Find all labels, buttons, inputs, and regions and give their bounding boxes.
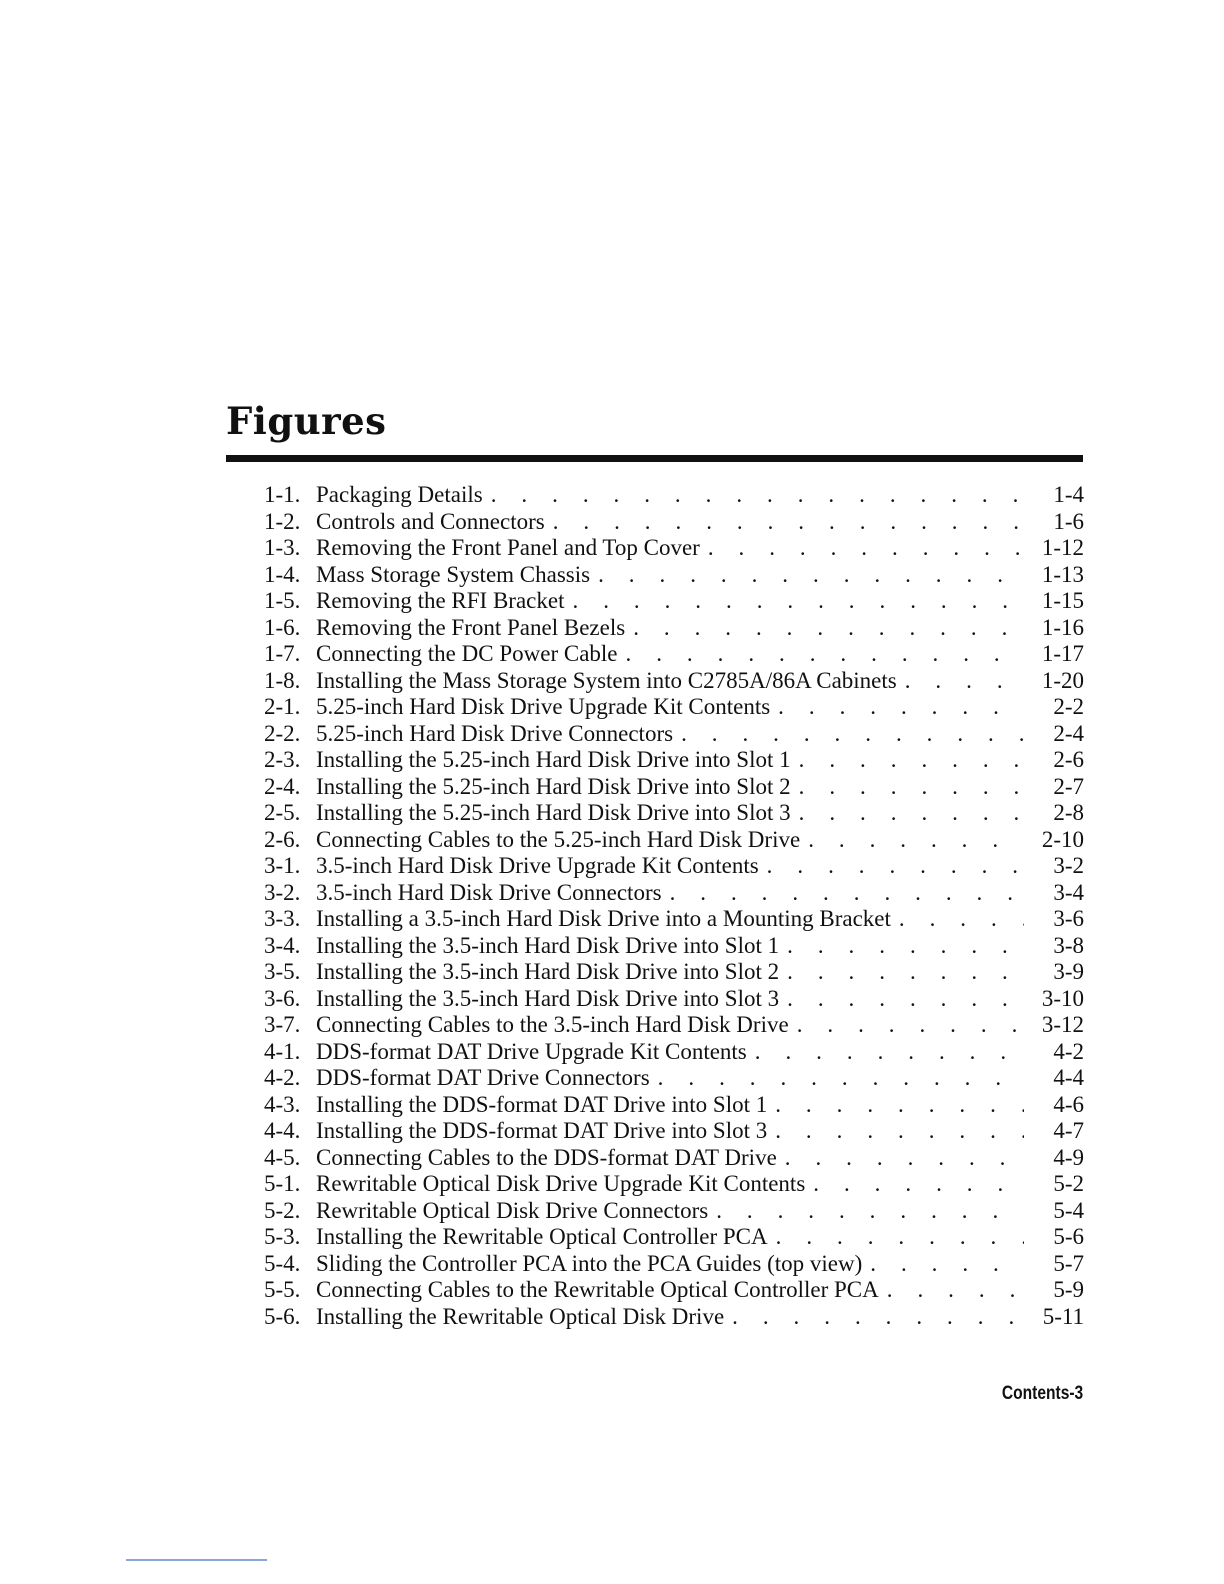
figure-page: 3-9 <box>1053 959 1084 984</box>
figure-page: 4-2 <box>1053 1038 1084 1064</box>
figure-number: 3-5. <box>264 959 301 984</box>
figure-entry[interactable] <box>264 1012 1084 1039</box>
figure-number: 3-2. <box>264 879 301 905</box>
figure-number: 1-7. <box>264 641 301 666</box>
figure-page: 1-17 <box>1041 641 1084 666</box>
figure-entry[interactable] <box>264 959 1084 986</box>
page-footer: Contents-3 <box>1001 1383 1083 1404</box>
figure-number: 1-1. <box>264 482 301 507</box>
figure-number: 2-1. <box>264 694 301 719</box>
figure-number: 4-3. <box>264 1091 301 1117</box>
figure-title: Installing the 5.25-inch Hard Disk Drive into Slot 1 <box>316 747 791 772</box>
figure-page: 5-4 <box>1053 1197 1084 1223</box>
figure-page: 3-8 <box>1053 932 1084 958</box>
figure-number: 1-5. <box>264 588 301 613</box>
figure-page: 2-2 <box>1053 694 1084 719</box>
figure-number: 2-6. <box>264 826 301 852</box>
figure-title: 3.5-inch Hard Disk Drive Connectors <box>316 879 662 905</box>
figure-number: 4-1. <box>264 1038 301 1064</box>
page-title: Figures <box>226 399 387 443</box>
figure-entry[interactable] <box>264 906 1084 933</box>
figure-entry[interactable] <box>264 562 1084 589</box>
figure-title: Installing a 3.5-inch Hard Disk Drive into a Mounting Bracket <box>316 906 891 931</box>
figure-title: Installing the 3.5-inch Hard Disk Drive into Slot 1 <box>316 932 780 958</box>
figure-page: 2-7 <box>1053 773 1084 799</box>
dot-leader <box>565 588 1025 615</box>
dot-leader <box>770 694 1024 721</box>
figure-number: 5-1. <box>264 1171 301 1196</box>
figure-entry[interactable] <box>264 747 1084 774</box>
figure-title: 5.25-inch Hard Disk Drive Connectors <box>316 720 674 746</box>
figure-number: 3-6. <box>264 985 301 1011</box>
figure-page: 3-12 <box>1041 1012 1084 1037</box>
dot-leader <box>545 509 1024 536</box>
figure-page: 2-10 <box>1041 826 1084 852</box>
figure-entry[interactable] <box>264 1065 1084 1092</box>
figure-entry[interactable] <box>264 1304 1084 1331</box>
figure-number: 1-6. <box>264 614 301 640</box>
dot-leader <box>662 880 1024 907</box>
dot-leader <box>791 774 1024 801</box>
figure-number: 2-2. <box>264 720 301 746</box>
dot-leader <box>897 668 1024 695</box>
figure-title: Packaging Details <box>316 482 483 507</box>
figure-number: 5-3. <box>264 1224 301 1249</box>
dot-leader <box>747 1039 1024 1066</box>
figure-page: 4-7 <box>1053 1118 1084 1143</box>
figure-number: 1-2. <box>264 508 301 534</box>
figure-entry[interactable] <box>264 800 1084 827</box>
figure-page: 4-4 <box>1053 1065 1084 1090</box>
figure-page: 1-13 <box>1041 561 1084 587</box>
figure-page: 3-6 <box>1053 906 1084 931</box>
figure-entry[interactable] <box>264 721 1084 748</box>
figure-number: 2-5. <box>264 800 301 825</box>
figure-page: 2-4 <box>1053 720 1084 746</box>
dot-leader <box>767 1092 1024 1119</box>
corner-rule <box>126 1559 267 1561</box>
dot-leader <box>779 986 1024 1013</box>
figure-page: 1-6 <box>1053 508 1084 534</box>
figure-page: 5-7 <box>1053 1250 1084 1276</box>
dot-leader <box>767 1118 1024 1145</box>
figure-title: DDS-format DAT Drive Upgrade Kit Contents <box>316 1038 747 1064</box>
figure-entry[interactable] <box>264 694 1084 721</box>
figure-number: 5-4. <box>264 1250 301 1276</box>
dot-leader <box>768 1224 1024 1251</box>
figure-title: Removing the Front Panel Bezels <box>316 614 626 640</box>
figure-page: 2-6 <box>1053 747 1084 772</box>
figure-page: 3-10 <box>1041 985 1084 1011</box>
figure-entry[interactable] <box>264 933 1084 960</box>
figure-page: 5-6 <box>1053 1224 1084 1249</box>
figure-entry[interactable] <box>264 535 1084 562</box>
figure-number: 2-4. <box>264 773 301 799</box>
figure-title: Installing the Rewritable Optical Disk Drive <box>316 1303 725 1329</box>
figure-number: 3-1. <box>264 853 301 878</box>
figure-entry[interactable] <box>264 774 1084 801</box>
dot-leader <box>779 933 1024 960</box>
dot-leader <box>483 482 1024 509</box>
dot-leader <box>891 906 1024 933</box>
figure-title: Connecting Cables to the DDS-format DAT Drive <box>316 1144 777 1170</box>
figure-entry[interactable] <box>264 668 1084 695</box>
figure-number: 2-3. <box>264 747 301 772</box>
figure-entry[interactable] <box>264 1039 1084 1066</box>
figure-entry[interactable] <box>264 986 1084 1013</box>
figure-list <box>264 482 1084 1330</box>
figure-title: Removing the Front Panel and Top Cover <box>316 535 700 560</box>
figure-number: 5-2. <box>264 1197 301 1223</box>
figure-entry[interactable] <box>264 588 1084 615</box>
figure-page: 1-12 <box>1041 535 1084 560</box>
figure-number: 5-5. <box>264 1277 301 1302</box>
dot-leader <box>625 615 1024 642</box>
figure-entry[interactable] <box>264 615 1084 642</box>
figure-title: Installing the 5.25-inch Hard Disk Drive into Slot 2 <box>316 773 791 799</box>
figure-page: 5-2 <box>1053 1171 1084 1196</box>
figure-title: Installing the Mass Storage System into C2785A/86A Cabinets <box>316 667 897 693</box>
figure-entry[interactable] <box>264 827 1084 854</box>
figure-entry[interactable] <box>264 1092 1084 1119</box>
figure-entry[interactable] <box>264 880 1084 907</box>
figure-page: 5-11 <box>1042 1303 1084 1329</box>
dot-leader <box>590 562 1024 589</box>
figure-title: Rewritable Optical Disk Drive Upgrade Kit Contents <box>316 1171 806 1196</box>
figure-entry[interactable] <box>264 1198 1084 1225</box>
title-rule <box>226 455 1083 462</box>
figure-title: Rewritable Optical Disk Drive Connectors <box>316 1197 709 1223</box>
dot-leader <box>791 800 1024 827</box>
dot-leader <box>779 959 1024 986</box>
figure-entry[interactable] <box>264 641 1084 668</box>
figure-entry[interactable] <box>264 853 1084 880</box>
figure-number: 1-8. <box>264 667 301 693</box>
dot-leader <box>673 721 1024 748</box>
dot-leader <box>862 1251 1024 1278</box>
figure-number: 3-4. <box>264 932 301 958</box>
figure-page: 4-9 <box>1053 1144 1084 1170</box>
figure-title: Connecting the DC Power Cable <box>316 641 618 666</box>
figure-title: DDS-format DAT Drive Connectors <box>316 1065 650 1090</box>
figure-title: Connecting Cables to the Rewritable Optical Controller PCA <box>316 1277 879 1302</box>
figure-page: 1-15 <box>1041 588 1084 613</box>
figure-page: 3-2 <box>1053 853 1084 878</box>
figure-page: 2-8 <box>1053 800 1084 825</box>
figure-page: 4-6 <box>1053 1091 1084 1117</box>
figure-number: 4-5. <box>264 1144 301 1170</box>
figure-number: 1-4. <box>264 561 301 587</box>
figure-entry[interactable] <box>264 1118 1084 1145</box>
dot-leader <box>791 747 1024 774</box>
dot-leader <box>700 535 1024 562</box>
dot-leader <box>759 853 1024 880</box>
figure-title: Installing the 5.25-inch Hard Disk Drive into Slot 3 <box>316 800 791 825</box>
dot-leader <box>789 1012 1024 1039</box>
figure-title: Controls and Connectors <box>316 508 545 534</box>
figure-number: 4-4. <box>264 1118 301 1143</box>
figure-entry[interactable] <box>264 1224 1084 1251</box>
dot-leader <box>618 641 1024 668</box>
figure-title: 5.25-inch Hard Disk Drive Upgrade Kit Contents <box>316 694 771 719</box>
figure-title: 3.5-inch Hard Disk Drive Upgrade Kit Contents <box>316 853 759 878</box>
figure-entry[interactable] <box>264 1277 1084 1304</box>
figure-title: Connecting Cables to the 5.25-inch Hard Disk Drive <box>316 826 801 852</box>
figure-entry[interactable] <box>264 1171 1084 1198</box>
figure-title: Sliding the Controller PCA into the PCA Guides (top view) <box>316 1250 863 1276</box>
figure-page: 3-4 <box>1053 879 1084 905</box>
figure-entry[interactable] <box>264 509 1084 536</box>
figure-number: 1-3. <box>264 535 301 560</box>
figure-number: 3-3. <box>264 906 301 931</box>
figure-entry[interactable] <box>264 1145 1084 1172</box>
figure-title: Installing the DDS-format DAT Drive into Slot 1 <box>316 1091 768 1117</box>
figure-entry[interactable] <box>264 1251 1084 1278</box>
dot-leader <box>805 1171 1024 1198</box>
figure-title: Mass Storage System Chassis <box>316 561 591 587</box>
figure-title: Installing the 3.5-inch Hard Disk Drive into Slot 2 <box>316 959 780 984</box>
figure-page: 1-4 <box>1053 482 1084 507</box>
figure-page: 5-9 <box>1053 1277 1084 1302</box>
dot-leader <box>650 1065 1024 1092</box>
figure-page: 1-16 <box>1041 614 1084 640</box>
figure-number: 5-6. <box>264 1303 301 1329</box>
figure-number: 4-2. <box>264 1065 301 1090</box>
figure-title: Installing the 3.5-inch Hard Disk Drive into Slot 3 <box>316 985 780 1011</box>
dot-leader <box>800 827 1024 854</box>
figure-title: Removing the RFI Bracket <box>316 588 565 613</box>
figure-title: Connecting Cables to the 3.5-inch Hard Disk Drive <box>316 1012 789 1037</box>
figure-number: 3-7. <box>264 1012 301 1037</box>
figure-title: Installing the DDS-format DAT Drive into Slot 3 <box>316 1118 768 1143</box>
dot-leader <box>724 1304 1024 1331</box>
dot-leader <box>777 1145 1024 1172</box>
figure-title: Installing the Rewritable Optical Controller PCA <box>316 1224 768 1249</box>
figure-entry[interactable] <box>264 482 1084 509</box>
dot-leader <box>708 1198 1024 1225</box>
figure-page: 1-20 <box>1041 667 1084 693</box>
dot-leader <box>879 1277 1024 1304</box>
